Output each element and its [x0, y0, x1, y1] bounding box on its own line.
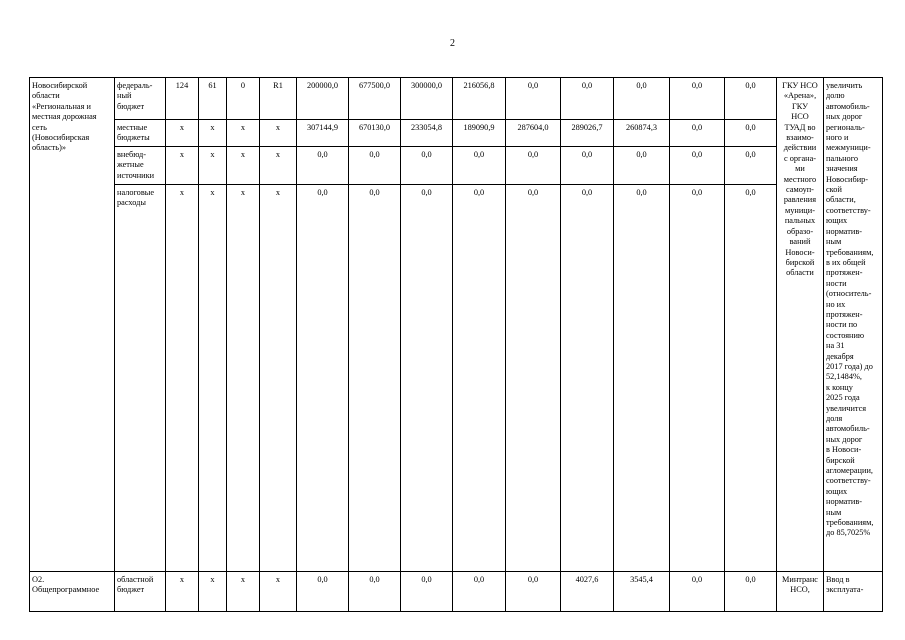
table-row [30, 572, 883, 612]
table-row [30, 185, 883, 572]
budget-table [29, 77, 883, 612]
code-cell: x [199, 147, 227, 185]
value-cell: 0,0 [561, 147, 614, 185]
table-row [30, 120, 883, 147]
value-cell: 0,0 [401, 147, 453, 185]
value-cell: 233054,8 [401, 120, 453, 147]
code-cell: x [166, 572, 199, 612]
value-cell: 216056,8 [453, 78, 506, 120]
value-cell: 0,0 [725, 185, 777, 572]
value-cell: 0,0 [349, 185, 401, 572]
value-cell: 0,0 [401, 572, 453, 612]
code-cell: x [227, 120, 260, 147]
event-name: О2. Общепрограммное [30, 572, 115, 612]
code-cell: x [260, 147, 297, 185]
code-cell: 0 [227, 78, 260, 120]
value-cell: 0,0 [506, 78, 561, 120]
value-cell: 0,0 [506, 147, 561, 185]
code-cell: x [166, 120, 199, 147]
code-cell: x [199, 572, 227, 612]
value-cell: 289026,7 [561, 120, 614, 147]
event-name: Новосибирской области «Региональная и местная дорожная сеть (Новосибирская область)» [30, 78, 115, 572]
value-cell: 0,0 [349, 147, 401, 185]
code-cell: x [199, 185, 227, 572]
value-cell: 260874,3 [614, 120, 670, 147]
value-cell: 0,0 [349, 572, 401, 612]
table-row [30, 78, 883, 120]
code-cell: 124 [166, 78, 199, 120]
value-cell: 0,0 [453, 147, 506, 185]
funding-source: местные бюджеты [115, 120, 166, 147]
code-cell: x [227, 147, 260, 185]
code-cell: x [260, 120, 297, 147]
value-cell: 0,0 [401, 185, 453, 572]
value-cell: 0,0 [725, 78, 777, 120]
code-cell: x [166, 185, 199, 572]
value-cell: 3545,4 [614, 572, 670, 612]
value-cell: 0,0 [561, 185, 614, 572]
value-cell: 0,0 [297, 185, 349, 572]
value-cell: 4027,6 [561, 572, 614, 612]
table-row [30, 147, 883, 185]
value-cell: 670130,0 [349, 120, 401, 147]
value-cell: 0,0 [614, 78, 670, 120]
value-cell: 0,0 [670, 78, 725, 120]
funding-source: областной бюджет [115, 572, 166, 612]
page-number: 2 [450, 38, 455, 49]
value-cell: 677500,0 [349, 78, 401, 120]
value-cell: 0,0 [506, 572, 561, 612]
value-cell: 300000,0 [401, 78, 453, 120]
value-cell: 0,0 [453, 185, 506, 572]
funding-source: внебюд- жетные источники [115, 147, 166, 185]
value-cell: 0,0 [506, 185, 561, 572]
value-cell: 189090,9 [453, 120, 506, 147]
expected-result: Ввод в эксплуата- [824, 572, 883, 612]
responsible-executor: ГКУ НСО «Арена», ГКУ НСО ТУАД во взаимо- действии с органа- ми местного самоуп- равления муници- пальных образо- ваний Новоси- бирской области [777, 78, 824, 572]
code-cell: R1 [260, 78, 297, 120]
responsible-executor: Минтранс НСО, [777, 572, 824, 612]
expected-result: увеличить долю автомобиль- ных дорог региональ- ного и межмуници- пального значения Новосибир- ской области, соответству- ющих норматив- ным требованиям, в их общей протяжен- ности (относитель- но их протяжен- ности по состоянию на 31 декабря 2017 года) до 52,1484%, к концу 2025 года увеличится доля автомобиль- ных дорог в Новоси- бирской агломерации, соответству- ющих норматив- ным требованиям, до 85,7025% [824, 78, 883, 572]
value-cell: 0,0 [725, 147, 777, 185]
value-cell: 0,0 [725, 120, 777, 147]
value-cell: 0,0 [670, 147, 725, 185]
code-cell: x [166, 147, 199, 185]
funding-source: федераль- ный бюджет [115, 78, 166, 120]
value-cell: 0,0 [561, 78, 614, 120]
value-cell: 0,0 [670, 120, 725, 147]
code-cell: 61 [199, 78, 227, 120]
value-cell: 0,0 [297, 147, 349, 185]
value-cell: 0,0 [670, 572, 725, 612]
code-cell: x [227, 185, 260, 572]
value-cell: 287604,0 [506, 120, 561, 147]
code-cell: x [260, 572, 297, 612]
value-cell: 0,0 [297, 572, 349, 612]
value-cell: 0,0 [614, 147, 670, 185]
code-cell: x [227, 572, 260, 612]
code-cell: x [260, 185, 297, 572]
value-cell: 0,0 [670, 185, 725, 572]
value-cell: 0,0 [725, 572, 777, 612]
value-cell: 0,0 [453, 572, 506, 612]
value-cell: 0,0 [614, 185, 670, 572]
funding-source: налоговые расходы [115, 185, 166, 572]
code-cell: x [199, 120, 227, 147]
value-cell: 200000,0 [297, 78, 349, 120]
value-cell: 307144,9 [297, 120, 349, 147]
